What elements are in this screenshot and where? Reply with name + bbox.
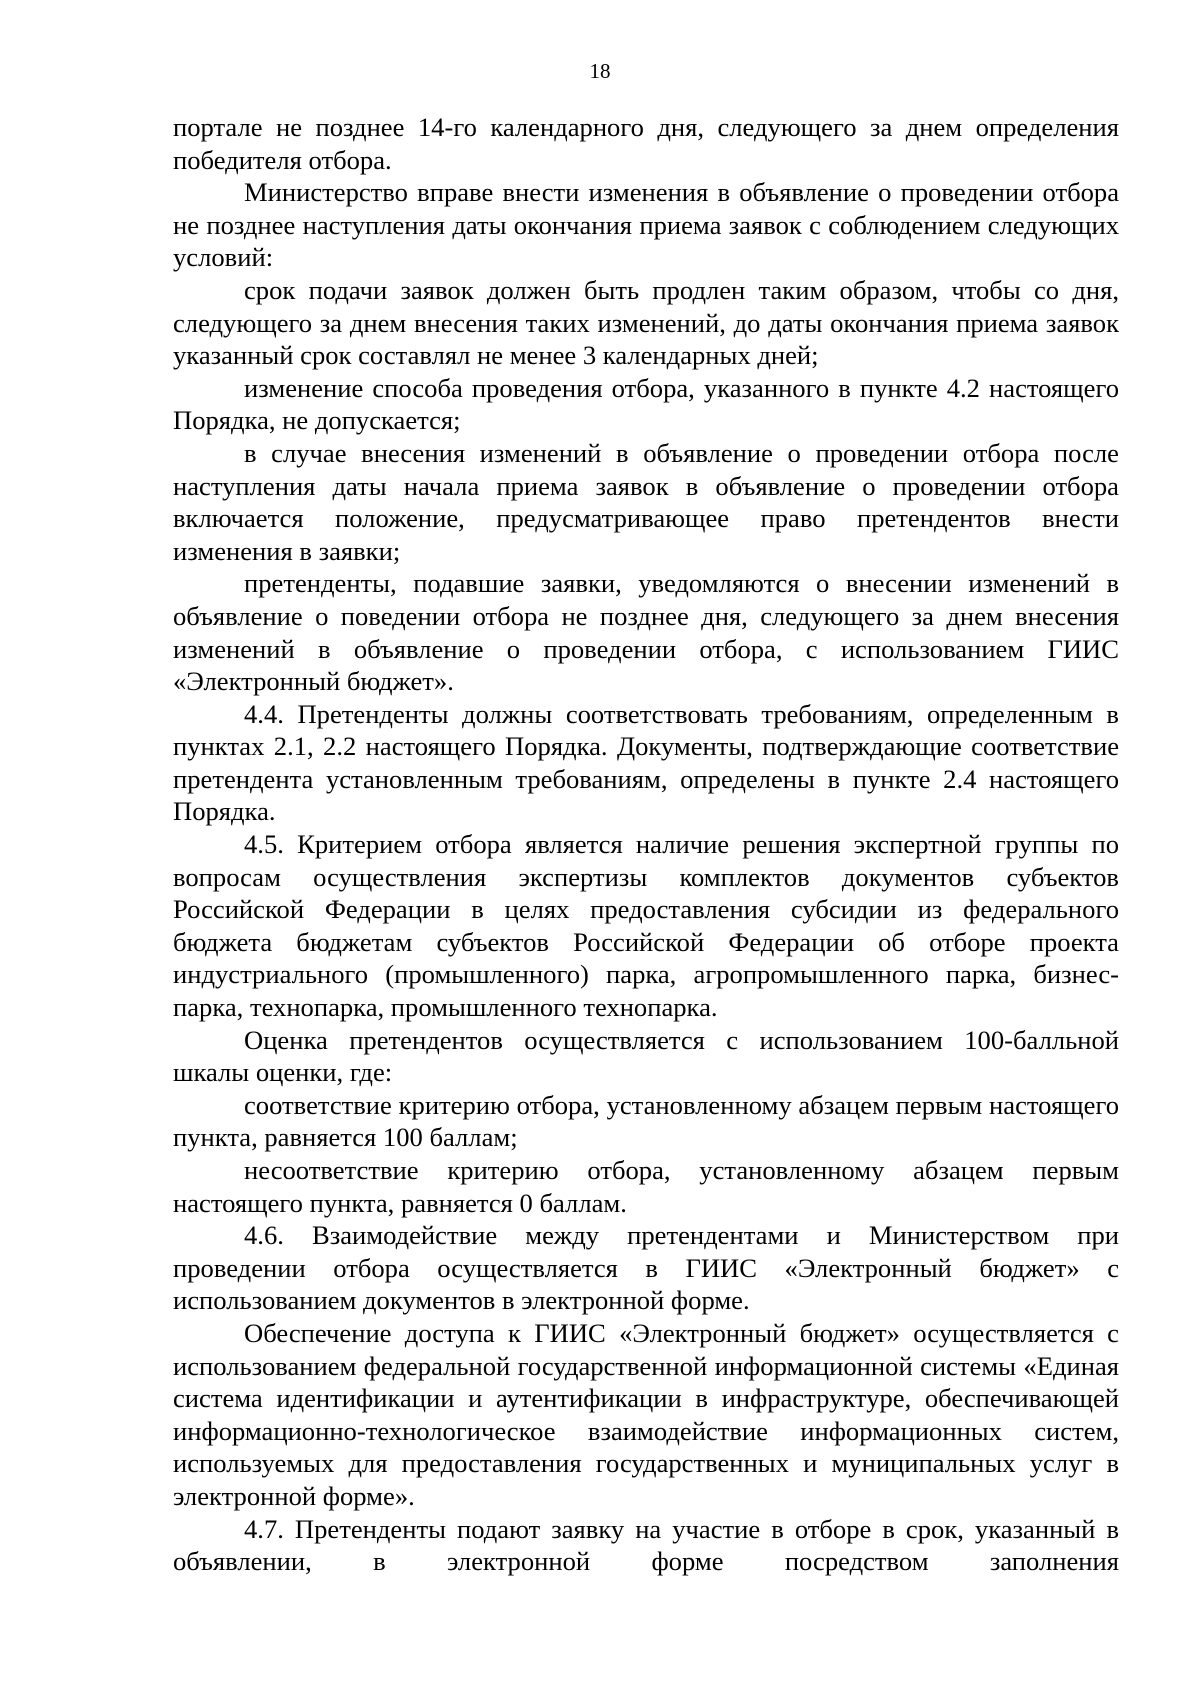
page-number: 18 — [589, 59, 611, 83]
paragraph-method-change: изменение способа проведения отбора, указанного в пункте 4.2 настоящего Порядка, не допускается; — [173, 372, 1119, 436]
paragraph-deadline-extension: срок подачи заявок должен быть продлен таким образом, чтобы со дня, следующего за днем внесения таких изменений, до даты окончания приема заявок указанный срок составлял не менее 3 календарных дней; — [173, 274, 1119, 371]
paragraph-compliance-score: соответствие критерию отбора, установленному абзацем первым настоящего пункта, равняется 100 баллам; — [173, 1089, 1119, 1153]
paragraph-4-6: 4.6. Взаимодействие между претендентами и Министерством при проведении отбора осуществляется в ГИИС «Электронный бюджет» с использованием документов в электронной форме. — [173, 1220, 1119, 1316]
paragraph-continuation: портале не позднее 14-го календарного дня, следующего за днем определения победителя отбора. — [173, 112, 1119, 175]
paragraph-amendment-rights: Министерство вправе внести изменения в объявление о проведении отбора не позднее наступления даты окончания приема заявок с соблюдением следующих условий: — [173, 177, 1119, 273]
paragraph-4-4: 4.4. Претенденты должны соответствовать требованиям, определенным в пунктах 2.1, 2.2 настоящего Порядка. Документы, подтверждающие соответствие претендента установленным требованиям, определены в пункте 2.4 настоящего Порядка. — [173, 698, 1119, 827]
paragraph-changes-after-start: в случае внесения изменений в объявление о проведении отбора после наступления даты начала приема заявок в объявление о проведении отбора включается положение, предусматривающее право претендентов внести изменения в заявки; — [173, 437, 1119, 566]
paragraph-noncompliance-score: несоответствие критерию отбора, установленному абзацем первым настоящего пункта, равняется 0 баллам. — [173, 1155, 1119, 1218]
paragraph-notification: претенденты, подавшие заявки, уведомляются о внесении изменений в объявление о поведении отбора не позднее дня, следующего за днем внесения изменений в объявление о проведении отбора, с использованием ГИИС «Электронный бюджет». — [173, 568, 1119, 697]
document-body — [173, 111, 1119, 1578]
paragraph-4-5: 4.5. Критерием отбора является наличие решения экспертной группы по вопросам осуществления экспертизы комплектов документов субъектов Российской Федерации в целях предоставления субсидии из федерального бюджета бюджетам субъектов Российской Федерации об отборе проекта индустриального (промышленного) парка, агропромышленного парка, бизнес-парка, технопарка, промышленного технопарка. — [173, 829, 1119, 1023]
paragraph-4-7: 4.7. Претенденты подают заявку на участие в отборе в срок, указанный в объявлении, в электронной форме посредством заполнения — [173, 1513, 1119, 1577]
paragraph-scoring-scale: Оценка претендентов осуществляется с использованием 100-балльной шкалы оценки, где: — [173, 1024, 1119, 1088]
paragraph-access: Обеспечение доступа к ГИИС «Электронный бюджет» осуществляется с использованием федеральной государственной информационной системы «Единая система идентификации и аутентификации в инфраструктуре, обеспечивающей информационно-технологическое взаимодействие информационных систем, используемых для предоставления государственных и муниципальных услуг в электронной форме». — [173, 1317, 1119, 1511]
